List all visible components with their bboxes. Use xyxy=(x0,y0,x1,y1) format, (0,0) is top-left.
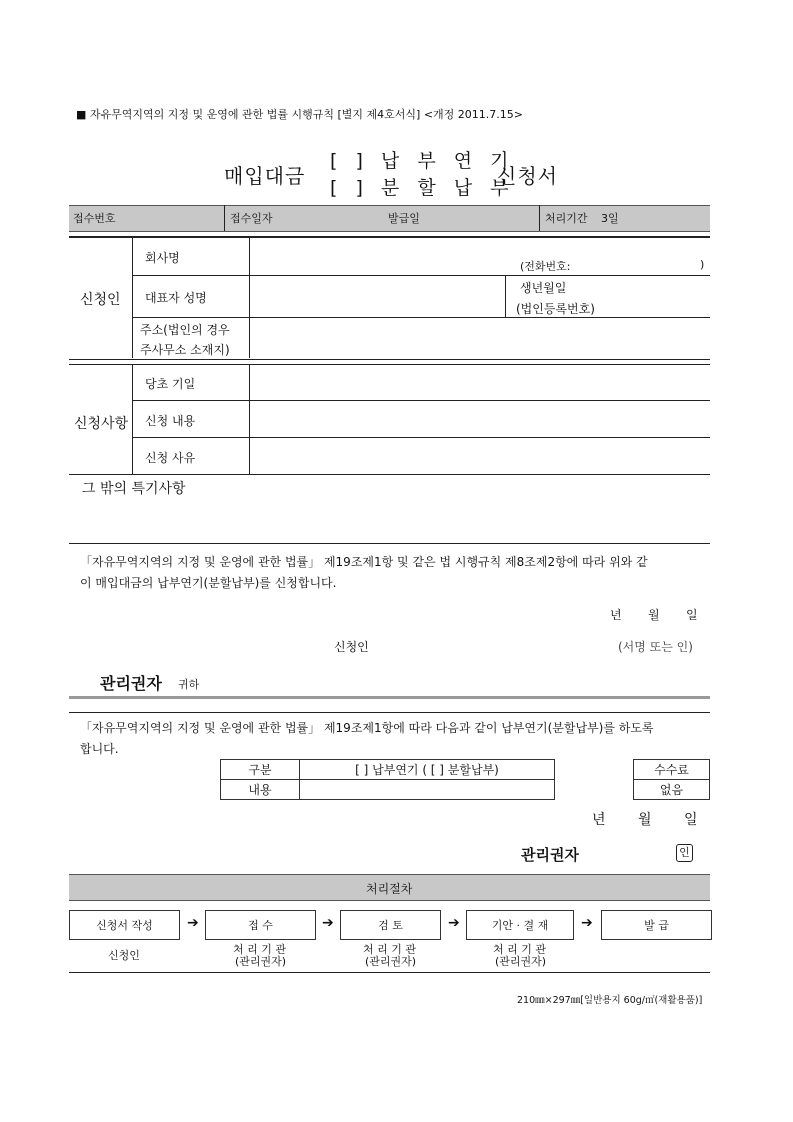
step-receipt-actor-sub: (관리권자) xyxy=(235,955,287,968)
signature-or-seal[interactable]: (서명 또는 인) xyxy=(618,640,693,654)
title-option-2-checkbox[interactable]: [ ] xyxy=(330,177,369,199)
addressee-suffix: 귀하 xyxy=(178,678,200,691)
address-label-line2: 주사무소 소재지) xyxy=(140,343,230,357)
phone-close: ) xyxy=(700,258,705,271)
declaration-line2: 이 매입대금의 납부연기(분할납부)를 신청합니다. xyxy=(80,576,337,590)
step-issue: 발 급 xyxy=(601,910,712,940)
title-option-1 xyxy=(330,146,514,173)
title-option-1-label: 납 부 연 기 xyxy=(380,150,515,172)
declaration-date-day: 일 xyxy=(686,608,698,622)
paper-spec: 210㎜×297㎜[일반용지 60g/㎡(재활용품)] xyxy=(517,995,703,1006)
approval-date-month: 월 xyxy=(638,812,652,828)
other-remarks-field[interactable] xyxy=(72,498,708,540)
approval-date-year: 년 xyxy=(592,812,606,828)
title-suffix: 신청서 xyxy=(497,164,558,188)
fee-label: 수수료 xyxy=(634,760,710,780)
official-seal-stamp: 인 xyxy=(676,844,693,862)
approval-line1: 「자유무역지역의 지정 및 운영에 관한 법률」 제19조제1항에 따라 다음과 같이 납부연기(분할납부)를 하도록 xyxy=(80,721,654,735)
address-label-line1: 주소(법인의 경우 xyxy=(140,323,230,337)
fee-table xyxy=(633,759,710,800)
request-section-label: 신청사항 xyxy=(74,416,129,432)
step-receipt-actor: 처 리 기 관 xyxy=(233,943,286,956)
request-reason-label: 신청 사유 xyxy=(145,451,196,465)
arrow-right-icon: ➔ xyxy=(322,915,334,931)
declaration-date-month: 월 xyxy=(648,608,660,622)
title-prefix: 매입대금 xyxy=(224,164,306,188)
title-option-2-label: 분 할 납 부 xyxy=(380,177,515,199)
approval-authority: 관리권자 xyxy=(521,846,579,864)
representative-name-label: 대표자 성명 xyxy=(145,291,207,305)
address-field[interactable] xyxy=(252,320,707,356)
company-name-label: 회사명 xyxy=(145,251,180,265)
arrow-right-icon: ➔ xyxy=(448,915,460,931)
approval-category-label: 구분 xyxy=(221,760,300,780)
declaration-date-year: 년 xyxy=(610,608,622,622)
representative-name-field[interactable] xyxy=(252,278,502,314)
company-name-field[interactable] xyxy=(252,240,502,272)
birth-date-label: 생년월일 xyxy=(520,281,567,295)
issue-date-label: 발급일 xyxy=(388,212,420,225)
approval-content-label: 내용 xyxy=(221,780,300,800)
regulation-note: ■ 자유무역지역의 지정 및 운영에 관한 법률 시행규칙 [별지 제4호서식] <개정 2011.7.15> xyxy=(76,108,524,121)
step-receipt: 접 수 xyxy=(205,910,316,940)
processing-period-value: 3일 xyxy=(601,212,619,225)
title-option-2 xyxy=(330,173,514,200)
title-option-1-checkbox[interactable]: [ ] xyxy=(330,150,369,172)
other-remarks-label: 그 밖의 특기사항 xyxy=(82,481,186,497)
step-draft-approve-actor: 처 리 기 관 xyxy=(493,943,546,956)
step-draft-approve-actor-sub: (관리권자) xyxy=(495,955,547,968)
step-draft-approve: 기안 · 결 재 xyxy=(466,910,574,940)
request-content-field[interactable] xyxy=(252,403,707,435)
step-write-application-actor: 신청인 xyxy=(108,949,140,962)
request-reason-field[interactable] xyxy=(252,440,707,472)
receipt-number-label: 접수번호 xyxy=(73,212,116,225)
approval-category-value[interactable]: [ ] 납부연기 ( [ ] 분할납부) xyxy=(300,760,555,780)
step-write-application: 신청서 작성 xyxy=(69,910,180,940)
applicant-signature-label: 신청인 xyxy=(334,640,369,654)
request-content-label: 신청 내용 xyxy=(145,414,196,428)
fee-value: 없음 xyxy=(634,780,710,800)
approval-date-day: 일 xyxy=(684,812,698,828)
approval-line2: 합니다. xyxy=(80,742,119,756)
arrow-right-icon: ➔ xyxy=(581,915,593,931)
processing-period-label: 처리기간 xyxy=(545,212,588,225)
applicant-section-label: 신청인 xyxy=(80,292,121,308)
corp-reg-number-label: (법인등록번호) xyxy=(516,302,595,316)
step-review-actor-sub: (관리권자) xyxy=(365,955,417,968)
original-due-date-field[interactable] xyxy=(252,367,707,398)
original-due-date-label: 당초 기일 xyxy=(145,377,196,391)
receipt-date-label: 접수일자 xyxy=(230,212,273,225)
phone-label: (전화번호: xyxy=(520,260,571,273)
declaration-line1: 「자유무역지역의 지정 및 운영에 관한 법률」 제19조제1항 및 같은 법 시행규칙 제8조제2항에 따라 위와 같 xyxy=(80,555,648,569)
addressee: 관리권자 xyxy=(100,674,162,693)
step-review-actor: 처 리 기 관 xyxy=(363,943,416,956)
arrow-right-icon: ➔ xyxy=(187,915,199,931)
step-review: 검 토 xyxy=(340,910,441,940)
procedure-title: 처리절차 xyxy=(366,882,413,896)
approval-content-value[interactable] xyxy=(300,780,555,800)
approval-table xyxy=(220,759,555,800)
